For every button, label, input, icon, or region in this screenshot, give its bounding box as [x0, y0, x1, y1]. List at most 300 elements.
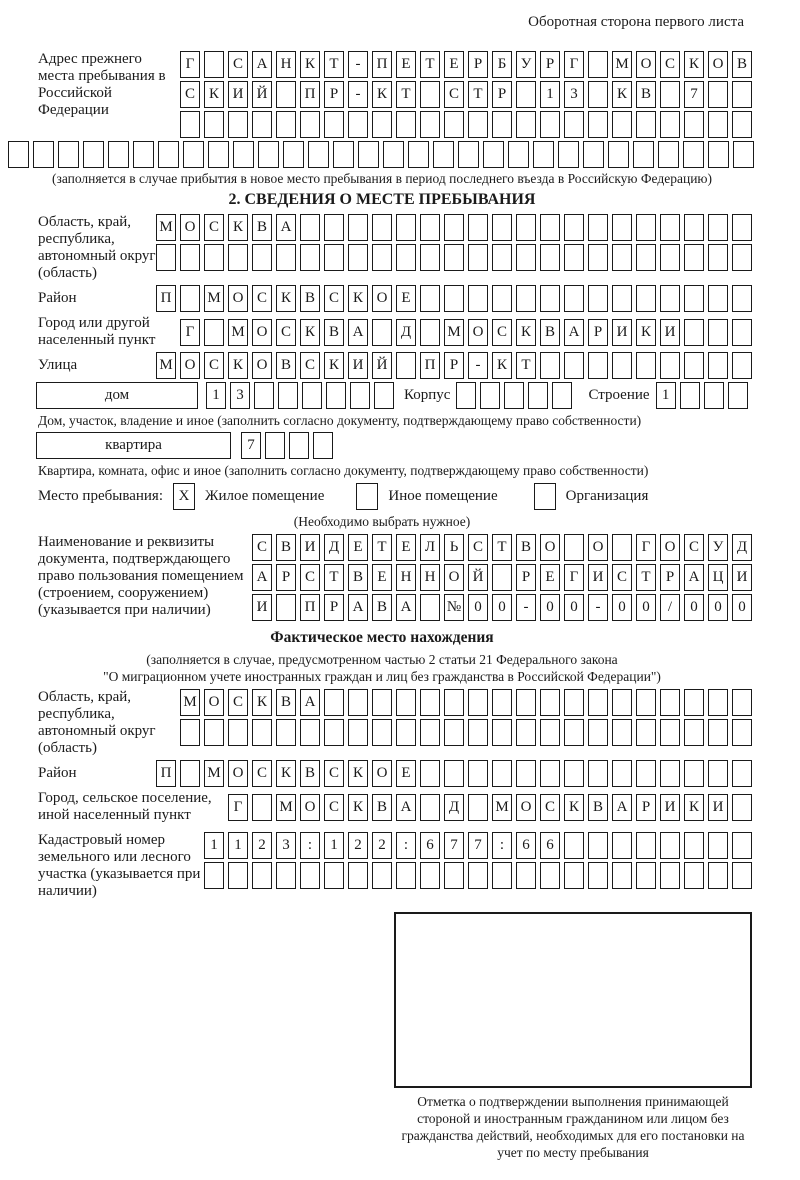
form-cell[interactable]: [350, 382, 370, 409]
form-cell[interactable]: В: [348, 564, 368, 591]
form-cell[interactable]: У: [516, 51, 536, 78]
form-cell[interactable]: [564, 534, 584, 561]
form-cell[interactable]: В: [516, 534, 536, 561]
form-cell[interactable]: К: [204, 81, 224, 108]
form-cell[interactable]: В: [732, 51, 752, 78]
form-cell[interactable]: [708, 689, 728, 716]
form-cell[interactable]: [444, 689, 464, 716]
form-cell[interactable]: [358, 141, 379, 168]
form-cell[interactable]: М: [276, 794, 296, 821]
form-cell[interactable]: С: [252, 760, 272, 787]
form-cell[interactable]: [708, 760, 728, 787]
form-cell[interactable]: С: [300, 352, 320, 379]
form-cell[interactable]: [533, 141, 554, 168]
form-cell[interactable]: [468, 214, 488, 241]
form-cell[interactable]: [588, 285, 608, 312]
form-cell[interactable]: К: [612, 81, 632, 108]
form-cell[interactable]: [228, 244, 248, 271]
form-cell[interactable]: [252, 719, 272, 746]
form-cell[interactable]: [276, 111, 296, 138]
form-cell[interactable]: [684, 244, 704, 271]
form-cell[interactable]: И: [228, 81, 248, 108]
form-cell[interactable]: -: [348, 81, 368, 108]
form-cell[interactable]: А: [252, 564, 272, 591]
form-cell[interactable]: [204, 319, 224, 346]
form-cell[interactable]: А: [276, 214, 296, 241]
form-cell[interactable]: 0: [564, 594, 584, 621]
form-cell[interactable]: С: [204, 214, 224, 241]
form-cell[interactable]: С: [252, 285, 272, 312]
form-cell[interactable]: К: [348, 285, 368, 312]
form-cell[interactable]: 3: [564, 81, 584, 108]
form-cell[interactable]: [348, 111, 368, 138]
form-cell[interactable]: [588, 214, 608, 241]
form-cell[interactable]: [732, 285, 752, 312]
form-cell[interactable]: [252, 111, 272, 138]
form-cell[interactable]: Н: [276, 51, 296, 78]
form-cell[interactable]: П: [156, 285, 176, 312]
form-cell[interactable]: [636, 111, 656, 138]
form-cell[interactable]: :: [396, 832, 416, 859]
form-cell[interactable]: Т: [324, 564, 344, 591]
form-cell[interactable]: 1: [540, 81, 560, 108]
form-cell[interactable]: [492, 214, 512, 241]
form-cell[interactable]: А: [300, 689, 320, 716]
form-cell[interactable]: [204, 719, 224, 746]
form-cell[interactable]: М: [156, 352, 176, 379]
form-cell[interactable]: [324, 719, 344, 746]
form-cell[interactable]: 0: [492, 594, 512, 621]
form-cell[interactable]: О: [660, 534, 680, 561]
form-cell[interactable]: [508, 141, 529, 168]
form-cell[interactable]: [708, 141, 729, 168]
form-cell[interactable]: [540, 285, 560, 312]
form-cell[interactable]: [660, 719, 680, 746]
form-cell[interactable]: [492, 564, 512, 591]
form-cell[interactable]: [372, 689, 392, 716]
form-cell[interactable]: 0: [684, 594, 704, 621]
form-cell[interactable]: 7: [468, 832, 488, 859]
form-cell[interactable]: [540, 719, 560, 746]
form-cell[interactable]: К: [684, 794, 704, 821]
form-cell[interactable]: 1: [228, 832, 248, 859]
form-cell[interactable]: [420, 719, 440, 746]
form-cell[interactable]: [660, 689, 680, 716]
form-cell[interactable]: [684, 760, 704, 787]
form-cell[interactable]: Е: [540, 564, 560, 591]
form-cell[interactable]: Е: [348, 534, 368, 561]
form-cell[interactable]: [504, 382, 524, 409]
form-cell[interactable]: Р: [324, 594, 344, 621]
form-cell[interactable]: [156, 244, 176, 271]
form-cell[interactable]: [300, 111, 320, 138]
form-cell[interactable]: [564, 689, 584, 716]
form-cell[interactable]: Р: [492, 81, 512, 108]
form-cell[interactable]: 6: [516, 832, 536, 859]
form-cell[interactable]: [588, 51, 608, 78]
form-cell[interactable]: [660, 832, 680, 859]
form-cell[interactable]: [660, 862, 680, 889]
apartment-type-box[interactable]: [36, 432, 231, 459]
house-type-box[interactable]: [36, 382, 198, 409]
form-cell[interactable]: [708, 111, 728, 138]
form-cell[interactable]: [612, 352, 632, 379]
form-cell[interactable]: [516, 214, 536, 241]
form-cell[interactable]: С: [324, 285, 344, 312]
form-cell[interactable]: [468, 111, 488, 138]
form-cell[interactable]: К: [276, 760, 296, 787]
form-cell[interactable]: 2: [372, 832, 392, 859]
form-cell[interactable]: [468, 689, 488, 716]
form-cell[interactable]: [300, 719, 320, 746]
form-cell[interactable]: С: [228, 689, 248, 716]
form-cell[interactable]: [420, 862, 440, 889]
form-cell[interactable]: В: [276, 689, 296, 716]
form-cell[interactable]: С: [228, 51, 248, 78]
form-cell[interactable]: [660, 214, 680, 241]
form-cell[interactable]: [324, 111, 344, 138]
form-cell[interactable]: [348, 689, 368, 716]
form-cell[interactable]: [708, 214, 728, 241]
form-cell[interactable]: [289, 432, 309, 459]
form-cell[interactable]: В: [588, 794, 608, 821]
form-cell[interactable]: [732, 81, 752, 108]
form-cell[interactable]: В: [300, 285, 320, 312]
form-cell[interactable]: [180, 111, 200, 138]
form-cell[interactable]: [588, 832, 608, 859]
form-cell[interactable]: [252, 794, 272, 821]
form-cell[interactable]: [468, 862, 488, 889]
form-cell[interactable]: Р: [636, 794, 656, 821]
form-cell[interactable]: [468, 719, 488, 746]
form-cell[interactable]: П: [300, 594, 320, 621]
form-cell[interactable]: [516, 689, 536, 716]
form-cell[interactable]: А: [348, 319, 368, 346]
form-cell[interactable]: [180, 244, 200, 271]
form-cell[interactable]: [420, 760, 440, 787]
form-cell[interactable]: К: [228, 352, 248, 379]
form-cell[interactable]: 7: [684, 81, 704, 108]
form-cell[interactable]: [684, 719, 704, 746]
form-cell[interactable]: -: [588, 594, 608, 621]
form-cell[interactable]: Г: [180, 51, 200, 78]
form-cell[interactable]: [732, 760, 752, 787]
form-cell[interactable]: Е: [396, 760, 416, 787]
form-cell[interactable]: [732, 794, 752, 821]
form-cell[interactable]: 3: [276, 832, 296, 859]
form-cell[interactable]: В: [372, 594, 392, 621]
form-cell[interactable]: [708, 244, 728, 271]
form-cell[interactable]: И: [252, 594, 272, 621]
form-cell[interactable]: С: [276, 319, 296, 346]
form-cell[interactable]: [588, 352, 608, 379]
form-cell[interactable]: К: [300, 51, 320, 78]
form-cell[interactable]: [372, 111, 392, 138]
form-cell[interactable]: Й: [468, 564, 488, 591]
form-cell[interactable]: С: [468, 534, 488, 561]
form-cell[interactable]: [444, 760, 464, 787]
form-cell[interactable]: [348, 214, 368, 241]
form-cell[interactable]: [660, 244, 680, 271]
form-cell[interactable]: Д: [396, 319, 416, 346]
form-cell[interactable]: 1: [204, 832, 224, 859]
form-cell[interactable]: [444, 862, 464, 889]
form-cell[interactable]: [276, 862, 296, 889]
form-cell[interactable]: К: [276, 285, 296, 312]
form-cell[interactable]: [396, 862, 416, 889]
form-cell[interactable]: [732, 862, 752, 889]
form-cell[interactable]: И: [732, 564, 752, 591]
form-cell[interactable]: [588, 760, 608, 787]
form-cell[interactable]: Л: [420, 534, 440, 561]
form-cell[interactable]: 6: [540, 832, 560, 859]
form-cell[interactable]: В: [252, 214, 272, 241]
form-cell[interactable]: [588, 81, 608, 108]
form-cell[interactable]: [420, 319, 440, 346]
form-cell[interactable]: Т: [324, 51, 344, 78]
form-cell[interactable]: Т: [492, 534, 512, 561]
form-cell[interactable]: [276, 81, 296, 108]
form-cell[interactable]: [733, 141, 754, 168]
form-cell[interactable]: [660, 352, 680, 379]
form-cell[interactable]: В: [276, 534, 296, 561]
form-cell[interactable]: 0: [468, 594, 488, 621]
form-cell[interactable]: Г: [564, 51, 584, 78]
form-cell[interactable]: Е: [444, 51, 464, 78]
form-cell[interactable]: [408, 141, 429, 168]
form-cell[interactable]: [636, 719, 656, 746]
form-cell[interactable]: А: [564, 319, 584, 346]
form-cell[interactable]: К: [636, 319, 656, 346]
form-cell[interactable]: [433, 141, 454, 168]
form-cell[interactable]: [516, 285, 536, 312]
form-cell[interactable]: [583, 141, 604, 168]
form-cell[interactable]: [516, 81, 536, 108]
form-cell[interactable]: [704, 382, 724, 409]
form-cell[interactable]: [396, 111, 416, 138]
form-cell[interactable]: 6: [420, 832, 440, 859]
form-cell[interactable]: Г: [228, 794, 248, 821]
form-cell[interactable]: Р: [444, 352, 464, 379]
form-cell[interactable]: [444, 244, 464, 271]
form-cell[interactable]: [483, 141, 504, 168]
form-cell[interactable]: Т: [636, 564, 656, 591]
checkbox-other-premises[interactable]: [356, 483, 378, 510]
form-cell[interactable]: [636, 214, 656, 241]
form-cell[interactable]: -: [348, 51, 368, 78]
form-cell[interactable]: О: [228, 760, 248, 787]
form-cell[interactable]: [333, 141, 354, 168]
form-cell[interactable]: О: [252, 319, 272, 346]
form-cell[interactable]: [728, 382, 748, 409]
form-cell[interactable]: [612, 689, 632, 716]
form-cell[interactable]: [324, 862, 344, 889]
form-cell[interactable]: [108, 141, 129, 168]
form-cell[interactable]: [732, 719, 752, 746]
form-cell[interactable]: [300, 214, 320, 241]
form-cell[interactable]: [612, 534, 632, 561]
form-cell[interactable]: Д: [732, 534, 752, 561]
form-cell[interactable]: О: [516, 794, 536, 821]
form-cell[interactable]: -: [516, 594, 536, 621]
form-cell[interactable]: [372, 244, 392, 271]
form-cell[interactable]: С: [324, 760, 344, 787]
form-cell[interactable]: О: [468, 319, 488, 346]
form-cell[interactable]: [636, 244, 656, 271]
form-cell[interactable]: О: [204, 689, 224, 716]
form-cell[interactable]: [372, 719, 392, 746]
form-cell[interactable]: Е: [396, 51, 416, 78]
form-cell[interactable]: И: [660, 794, 680, 821]
form-cell[interactable]: [516, 862, 536, 889]
form-cell[interactable]: [492, 760, 512, 787]
form-cell[interactable]: [612, 244, 632, 271]
form-cell[interactable]: [684, 832, 704, 859]
form-cell[interactable]: П: [420, 352, 440, 379]
form-cell[interactable]: [732, 244, 752, 271]
form-cell[interactable]: [374, 382, 394, 409]
form-cell[interactable]: Т: [420, 51, 440, 78]
form-cell[interactable]: [420, 689, 440, 716]
form-cell[interactable]: [265, 432, 285, 459]
form-cell[interactable]: [204, 51, 224, 78]
form-cell[interactable]: [528, 382, 548, 409]
form-cell[interactable]: [133, 141, 154, 168]
form-cell[interactable]: [540, 111, 560, 138]
form-cell[interactable]: [660, 81, 680, 108]
form-cell[interactable]: [396, 352, 416, 379]
form-cell[interactable]: [612, 285, 632, 312]
form-cell[interactable]: Г: [180, 319, 200, 346]
form-cell[interactable]: [492, 689, 512, 716]
form-cell[interactable]: К: [372, 81, 392, 108]
form-cell[interactable]: С: [180, 81, 200, 108]
form-cell[interactable]: К: [348, 794, 368, 821]
form-cell[interactable]: О: [588, 534, 608, 561]
form-cell[interactable]: [204, 244, 224, 271]
form-cell[interactable]: С: [540, 794, 560, 821]
form-cell[interactable]: О: [708, 51, 728, 78]
form-cell[interactable]: Р: [660, 564, 680, 591]
form-cell[interactable]: [680, 382, 700, 409]
form-cell[interactable]: [636, 689, 656, 716]
form-cell[interactable]: [564, 862, 584, 889]
form-cell[interactable]: [612, 111, 632, 138]
form-cell[interactable]: [684, 214, 704, 241]
form-cell[interactable]: [708, 352, 728, 379]
form-cell[interactable]: [420, 285, 440, 312]
form-cell[interactable]: [588, 689, 608, 716]
form-cell[interactable]: [732, 689, 752, 716]
form-cell[interactable]: [326, 382, 346, 409]
form-cell[interactable]: [324, 689, 344, 716]
form-cell[interactable]: [732, 111, 752, 138]
form-cell[interactable]: К: [564, 794, 584, 821]
form-cell[interactable]: [540, 862, 560, 889]
form-cell[interactable]: [348, 719, 368, 746]
form-cell[interactable]: К: [516, 319, 536, 346]
form-cell[interactable]: [458, 141, 479, 168]
form-cell[interactable]: [324, 244, 344, 271]
form-cell[interactable]: 0: [732, 594, 752, 621]
form-cell[interactable]: [480, 382, 500, 409]
form-cell[interactable]: Д: [324, 534, 344, 561]
form-cell[interactable]: 0: [540, 594, 560, 621]
form-cell[interactable]: Р: [324, 81, 344, 108]
form-cell[interactable]: К: [324, 352, 344, 379]
form-cell[interactable]: Г: [636, 534, 656, 561]
form-cell[interactable]: М: [444, 319, 464, 346]
form-cell[interactable]: А: [684, 564, 704, 591]
form-cell[interactable]: [636, 352, 656, 379]
form-cell[interactable]: С: [660, 51, 680, 78]
form-cell[interactable]: И: [348, 352, 368, 379]
form-cell[interactable]: 1: [324, 832, 344, 859]
form-cell[interactable]: [564, 832, 584, 859]
form-cell[interactable]: В: [540, 319, 560, 346]
form-cell[interactable]: [516, 719, 536, 746]
form-cell[interactable]: [708, 719, 728, 746]
form-cell[interactable]: [204, 862, 224, 889]
form-cell[interactable]: [276, 719, 296, 746]
form-cell[interactable]: А: [396, 594, 416, 621]
form-cell[interactable]: [8, 141, 29, 168]
form-cell[interactable]: [558, 141, 579, 168]
form-cell[interactable]: О: [252, 352, 272, 379]
form-cell[interactable]: [180, 719, 200, 746]
form-cell[interactable]: Т: [468, 81, 488, 108]
form-cell[interactable]: А: [252, 51, 272, 78]
form-cell[interactable]: К: [684, 51, 704, 78]
form-cell[interactable]: [492, 719, 512, 746]
form-cell[interactable]: К: [252, 689, 272, 716]
form-cell[interactable]: [308, 141, 329, 168]
form-cell[interactable]: [233, 141, 254, 168]
form-cell[interactable]: [444, 111, 464, 138]
form-cell[interactable]: [516, 111, 536, 138]
form-cell[interactable]: [252, 862, 272, 889]
form-cell[interactable]: [420, 794, 440, 821]
form-cell[interactable]: [636, 862, 656, 889]
form-cell[interactable]: А: [348, 594, 368, 621]
form-cell[interactable]: М: [204, 760, 224, 787]
form-cell[interactable]: [684, 862, 704, 889]
form-cell[interactable]: Б: [492, 51, 512, 78]
form-cell[interactable]: [684, 352, 704, 379]
form-cell[interactable]: К: [228, 214, 248, 241]
form-cell[interactable]: О: [540, 534, 560, 561]
form-cell[interactable]: И: [660, 319, 680, 346]
form-cell[interactable]: О: [180, 352, 200, 379]
form-cell[interactable]: [180, 285, 200, 312]
form-cell[interactable]: О: [372, 285, 392, 312]
form-cell[interactable]: 2: [252, 832, 272, 859]
form-cell[interactable]: С: [204, 352, 224, 379]
form-cell[interactable]: Р: [468, 51, 488, 78]
form-cell[interactable]: 1: [206, 382, 226, 409]
form-cell[interactable]: А: [396, 794, 416, 821]
form-cell[interactable]: В: [276, 352, 296, 379]
form-cell[interactable]: [732, 214, 752, 241]
form-cell[interactable]: 0: [636, 594, 656, 621]
form-cell[interactable]: [228, 862, 248, 889]
form-cell[interactable]: Ц: [708, 564, 728, 591]
form-cell[interactable]: М: [156, 214, 176, 241]
form-cell[interactable]: [33, 141, 54, 168]
form-cell[interactable]: К: [300, 319, 320, 346]
form-cell[interactable]: [636, 760, 656, 787]
form-cell[interactable]: [612, 862, 632, 889]
